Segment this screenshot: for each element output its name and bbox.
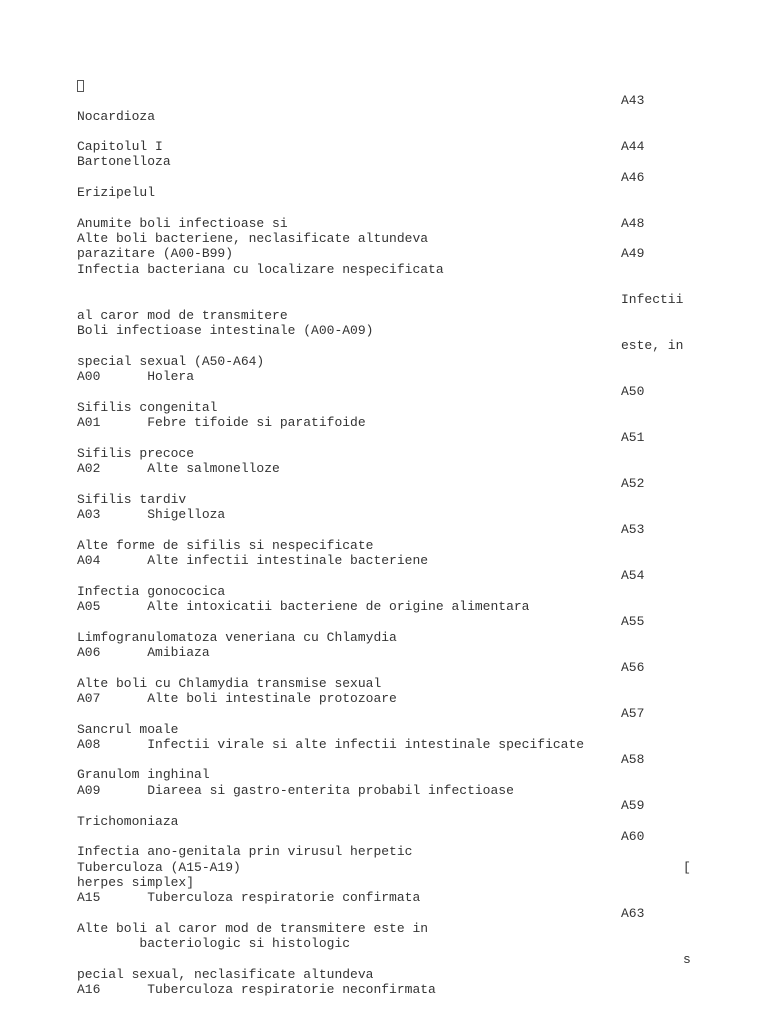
text-fragment: este, in [621,338,684,353]
text-line: A02 Alte salmonelloze [77,461,280,476]
text-fragment: Infectii [621,292,684,307]
text-line: parazitare (A00-B99) [77,246,234,261]
code-label: A48 [621,216,645,231]
text-line: Sifilis precoce [77,446,195,461]
text-line: Sifilis tardiv [77,492,187,507]
text-line: Limfogranulomatoza veneriana cu Chlamydia [77,630,397,645]
text-line: al caror mod de transmitere [77,308,288,323]
text-line: Granulom inghinal [77,767,210,782]
code-label: A46 [621,170,645,185]
text-line: A01 Febre tifoide si paratifoide [77,415,366,430]
text-line: Anumite boli infectioase si [77,216,288,231]
code-label: A44 [621,139,645,154]
text-line: Boli infectioase intestinale (A00-A09) [77,323,374,338]
text-line: A06 Amibiaza [77,645,210,660]
code-label: A51 [621,430,645,445]
text-line: Tuberculoza (A15-A19) [77,860,241,875]
text-line: Infectia bacteriana cu localizare nespecificata [77,262,444,277]
text-line: A09 Diareea si gastro-enterita probabil infectioase [77,783,514,798]
text-fragment: s [683,952,691,967]
text-line: Trichomoniaza [77,814,179,829]
text-line: Sancrul moale [77,722,179,737]
text-line: Infectia gonococica [77,584,226,599]
code-label: A56 [621,660,645,675]
missing-glyph-icon [77,78,84,93]
code-label: A59 [621,798,645,813]
text-line: A04 Alte infectii intestinale bacteriene [77,553,429,568]
text-line: Capitolul I [77,139,163,154]
text-line: pecial sexual, neclasificate altundeva [77,967,374,982]
code-label: A43 [621,93,645,108]
text-line: bacteriologic si histologic [77,936,351,951]
code-label: A63 [621,906,645,921]
code-label: A53 [621,522,645,537]
bracket-fragment: [ [683,860,691,875]
text-line: Alte boli cu Chlamydia transmise sexual [77,676,382,691]
text-line: Alte boli bacteriene, neclasificate altundeva [77,231,429,246]
code-label: A49 [621,246,645,261]
text-line: Erizipelul [77,185,156,200]
text-line: Nocardioza [77,109,156,124]
code-label: A55 [621,614,645,629]
code-label: A60 [621,829,645,844]
text-line: A03 Shigelloza [77,507,226,522]
code-label: A52 [621,476,645,491]
code-label: A54 [621,568,645,583]
text-line: special sexual (A50-A64) [77,354,265,369]
text-line: Infectia ano-genitala prin virusul herpetic [77,844,413,859]
text-line: Alte boli al caror mod de transmitere este in [77,921,429,936]
text-line: A15 Tuberculoza respiratorie confirmata [77,890,421,905]
code-label: A58 [621,752,645,767]
text-line: Sifilis congenital [77,400,218,415]
text-line: A05 Alte intoxicatii bacteriene de origine alimentara [77,599,530,614]
text-line: Bartonelloza [77,154,171,169]
text-line: A08 Infectii virale si alte infectii intestinale specificate [77,737,585,752]
code-label: A50 [621,384,645,399]
code-label: A57 [621,706,645,721]
text-line: A07 Alte boli intestinale protozoare [77,691,397,706]
text-line: Alte forme de sifilis si nespecificate [77,538,374,553]
text-line: A16 Tuberculoza respiratorie neconfirmata [77,982,436,997]
text-line: A00 Holera [77,369,195,384]
text-line: herpes simplex] [77,875,195,890]
